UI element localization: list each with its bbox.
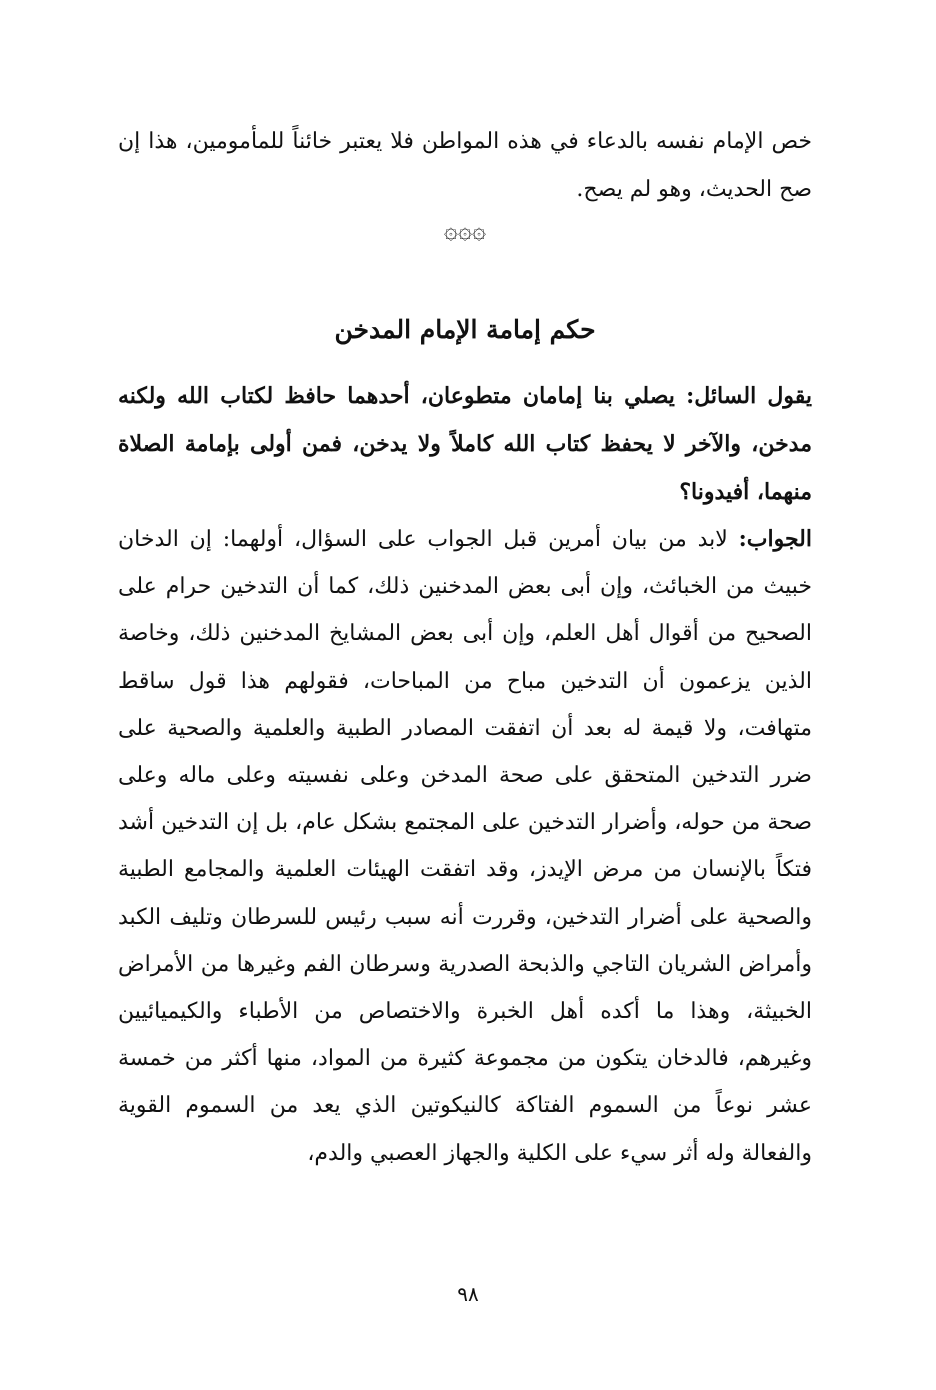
page-body (118, 118, 812, 1177)
answer-paragraph (118, 516, 812, 1177)
page-number: ٩٨ (457, 1282, 479, 1306)
answer-text: لابد من بيان أمرين قبل الجواب على السؤال، أولهما: إن الدخان خبيث من الخبائث، وإن أبى بعض المدخنين ذلك، كما أن التدخين حرام على الصحيح من أقوال أهل العلم، وإن أبى بعض المشايخ المدخنين ذلك، وخاصة الذين يزعمون أن التدخين مباح من المباحات، فقولهم هذا قول ساقط متهافت، ولا قيمة له بعد أن اتفقت المصادر الطبية والعلمية والصحية على ضرر التدخين المتحقق على صحة المدخن وعلى نفسيته وعلى ماله وعلى صحة من حوله، وأضرار التدخين على المجتمع بشكل عام، بل إن التدخين أشد فتكاً بالإنسان من مرض الإيدز، وقد اتفقت الهيئات العلمية والمجامع الطبية والصحية على أضرار التدخين، وقررت أنه سبب رئيس للسرطان وتليف الكبد وأمراض الشريان التاجي والذبحة الصدرية وسرطان الفم وغيرها من الأمراض الخبيثة، وهذا ما أكده أهل الخبرة والاختصاص من الأطباء والكيميائيين وغيرهم، فالدخان يتكون من مجموعة كثيرة من المواد، منها أكثر من خمسة عشر نوعاً من السموم الفتاكة كالنيكوتين الذي يعد من السموم القوية والفعالة وله أثر سيء على الكلية والجهاز العصبي والدم، (118, 527, 812, 1166)
ornament-separator-icon: ۞۞۞ (443, 216, 487, 244)
answer-label: الجواب: (738, 526, 812, 552)
section-heading: حكم إمامة الإمام المدخن (334, 315, 596, 344)
question-paragraph: يقول السائل: يصلي بنا إمامان متطوعان، أحدهما حافظ لكتاب الله ولكنه مدخن، والآخر لا يحفظ كتاب الله كاملاً ولا يدخن، فمن أولى بإمامة الصلاة منهما، أفيدونا؟ (118, 383, 812, 505)
intro-paragraph: خص الإمام نفسه بالدعاء في هذه المواطن فلا يعتبر خائناً للمأمومين، هذا إن صح الحديث، وهو لم يصح. (118, 129, 812, 202)
